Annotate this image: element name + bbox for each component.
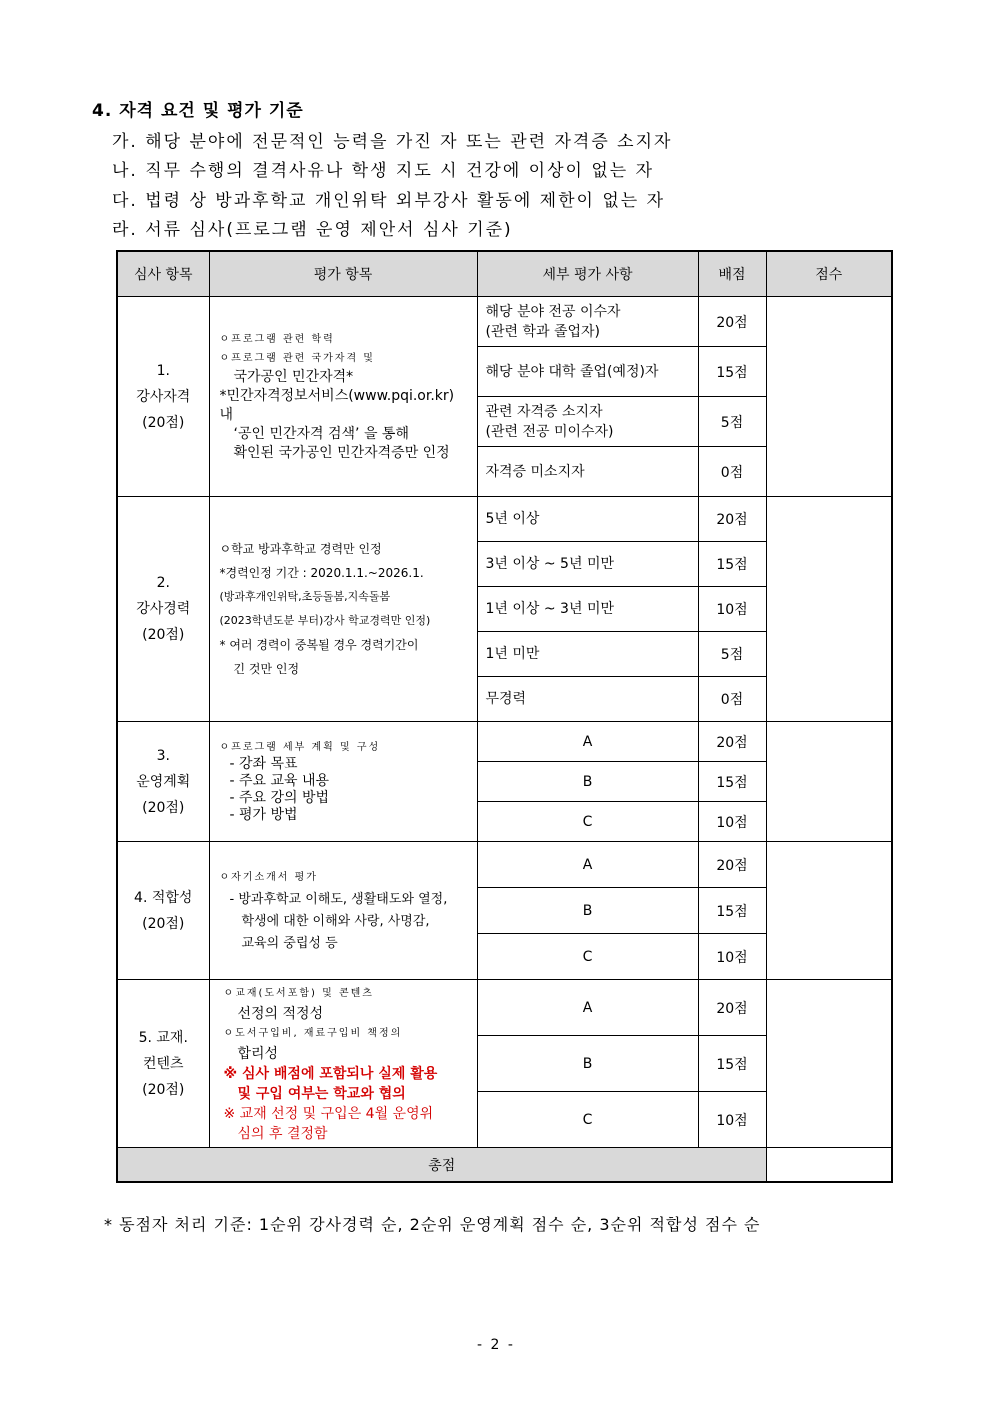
detail-cell: C xyxy=(477,802,698,842)
requirement-item: 다. 법령 상 방과후학교 개인위탁 외부강사 활동에 제한이 없는 자 xyxy=(112,191,666,211)
score-cell[interactable] xyxy=(766,722,892,842)
table-row xyxy=(117,722,892,762)
detail-cell: 무경력 xyxy=(477,677,698,722)
points-cell: 15점 xyxy=(698,542,766,587)
points-cell: 0점 xyxy=(698,447,766,497)
points-cell: 15점 xyxy=(698,1036,766,1092)
total-row xyxy=(117,1148,892,1183)
criteria-cell: ㅇ학교 방과후학교 경력만 인정 *경력인정 기간 : 2020.1.1.~2026.1. (방과후개인위탁,초등돌봄,지속돌봄 (2023학년도분 부터)강사 학교경력만 인정) * 여러 경력이 중복될 경우 경력기간이 긴 것만 인정 xyxy=(209,497,477,722)
score-cell[interactable] xyxy=(766,842,892,980)
criteria-cell: ㅇ프로그램 세부 계획 및 구성 - 강좌 목표 - 주요 교육 내용 - 주요 강의 방법 - 평가 방법 xyxy=(209,722,477,842)
detail-cell: 관련 자격증 소지자 (관련 전공 미이수자) xyxy=(477,397,698,447)
evaluation-table xyxy=(116,250,893,1183)
detail-cell: C xyxy=(477,1092,698,1148)
criteria-cell: ㅇ자기소개서 평가 - 방과후학교 이해도, 생활태도와 열정, 학생에 대한 이해와 사랑, 사명감, 교육의 중립성 등 xyxy=(209,842,477,980)
score-cell[interactable] xyxy=(766,980,892,1148)
header-detail: 세부 평가 사항 xyxy=(477,251,698,297)
points-cell: 10점 xyxy=(698,1092,766,1148)
table-row xyxy=(117,297,892,347)
detail-cell: 1년 이상 ~ 3년 미만 xyxy=(477,587,698,632)
detail-cell: A xyxy=(477,722,698,762)
detail-cell: B xyxy=(477,888,698,934)
points-cell: 20점 xyxy=(698,980,766,1036)
requirement-item: 나. 직무 수행의 결격사유나 학생 지도 시 건강에 이상이 없는 자 xyxy=(112,161,654,181)
header-score: 점수 xyxy=(766,251,892,297)
points-cell: 5점 xyxy=(698,397,766,447)
table-row xyxy=(117,497,892,542)
points-cell: 10점 xyxy=(698,587,766,632)
criteria-cell: ㅇ프로그램 관련 학력 ㅇ프로그램 관련 국가자격 및 국가공인 민간자격* *민간자격정보서비스(www.pqi.or.kr) 내 ‘공인 민간자격 검색’ 을 통해 확인된 국가공인 민간자격증만 인정 xyxy=(209,297,477,497)
detail-cell: 자격증 미소지자 xyxy=(477,447,698,497)
points-cell: 10점 xyxy=(698,802,766,842)
detail-cell: 해당 분야 전공 이수자 (관련 학과 졸업자) xyxy=(477,297,698,347)
points-cell: 20점 xyxy=(698,842,766,888)
total-score-cell[interactable] xyxy=(766,1148,892,1183)
criteria-cell: ㅇ교재(도서포함) 및 콘텐츠 선정의 적정성 ㅇ도서구입비, 재료구입비 책정의 합리성 ※ 심사 배점에 포함되나 실제 활용 및 구입 여부는 학교와 협의 ※ 교재 선정 및 구입은 4월 운영위 심의 후 결정함 xyxy=(209,980,477,1148)
points-cell: 20점 xyxy=(698,497,766,542)
detail-cell: C xyxy=(477,934,698,980)
header-points: 배점 xyxy=(698,251,766,297)
category-cell: 4. 적합성 (20점) xyxy=(117,842,209,980)
points-cell: 15점 xyxy=(698,762,766,802)
points-cell: 5점 xyxy=(698,632,766,677)
detail-cell: B xyxy=(477,1036,698,1092)
requirement-item: 가. 해당 분야에 전문적인 능력을 가진 자 또는 관련 자격증 소지자 xyxy=(112,132,673,152)
table-row xyxy=(117,980,892,1036)
category-cell: 2. 강사경력 (20점) xyxy=(117,497,209,722)
score-cell[interactable] xyxy=(766,497,892,722)
points-cell: 20점 xyxy=(698,722,766,762)
header-category: 심사 항목 xyxy=(117,251,209,297)
table-row xyxy=(117,842,892,888)
points-cell: 15점 xyxy=(698,888,766,934)
detail-cell: A xyxy=(477,842,698,888)
category-cell: 1. 강사자격 (20점) xyxy=(117,297,209,497)
detail-cell: A xyxy=(477,980,698,1036)
requirement-item: 라. 서류 심사(프로그램 운영 제안서 심사 기준) xyxy=(112,220,513,240)
points-cell: 15점 xyxy=(698,347,766,397)
points-cell: 0점 xyxy=(698,677,766,722)
category-cell: 3. 운영계획 (20점) xyxy=(117,722,209,842)
tie-break-note: * 동점자 처리 기준: 1순위 강사경력 순, 2순위 운영계획 점수 순, 3순위 적합성 점수 순 xyxy=(104,1215,761,1234)
section-heading: 4. 자격 요건 및 평가 기준 xyxy=(92,101,304,121)
detail-cell: 3년 이상 ~ 5년 미만 xyxy=(477,542,698,587)
category-cell: 5. 교재. 컨텐츠 (20점) xyxy=(117,980,209,1148)
total-label: 총점 xyxy=(117,1148,766,1183)
page-number: - 2 - xyxy=(477,1337,515,1353)
points-cell: 20점 xyxy=(698,297,766,347)
detail-cell: 해당 분야 대학 졸업(예정)자 xyxy=(477,347,698,397)
detail-cell: 5년 이상 xyxy=(477,497,698,542)
detail-cell: B xyxy=(477,762,698,802)
detail-cell: 1년 미만 xyxy=(477,632,698,677)
table-header-row xyxy=(117,251,892,297)
score-cell[interactable] xyxy=(766,297,892,497)
header-criteria: 평가 항목 xyxy=(209,251,477,297)
points-cell: 10점 xyxy=(698,934,766,980)
